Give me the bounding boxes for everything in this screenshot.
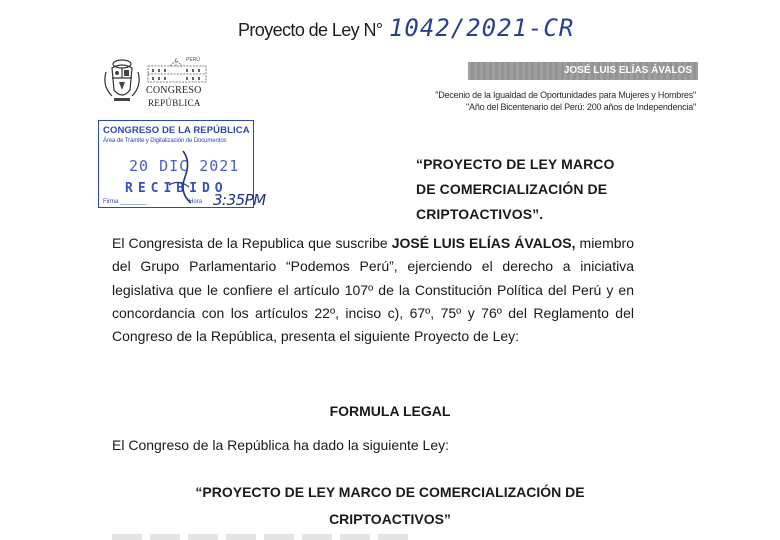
bill-number-header xyxy=(238,14,574,42)
law-title-line-1: “PROYECTO DE LEY MARCO DE COMERCIALIZACIÓN DE xyxy=(195,484,585,500)
logo-peru-text: PERÚ xyxy=(186,57,200,63)
law-intro-text: El Congreso de la República ha dado la siguiente Ley: xyxy=(112,437,450,453)
law-title xyxy=(0,479,780,533)
intro-text-before-name: El Congresista de la Republica que suscribe xyxy=(112,235,388,251)
stamp-hora-label: Hora xyxy=(189,199,203,205)
logo-line-1: CONGRESO xyxy=(146,85,202,96)
reception-stamp xyxy=(98,120,266,209)
stamp-received: RECIBIDO xyxy=(125,181,228,196)
cut-off-next-line xyxy=(112,534,412,540)
bill-title-line-1: “PROYECTO DE LEY MARCO xyxy=(416,156,615,172)
bill-title-line-2: DE COMERCIALIZACIÓN DE xyxy=(416,181,608,197)
logo-line-2: REPÚBLICA xyxy=(148,98,201,108)
intro-text-after-name: miembro del Grupo Parlamentario “Podemos Perú”, ejerciendo el derecho a iniciativa legislativa que le confiere el artículo 107º de la Constitución Política del Perú y en concordancia con los artículos 22º, inciso c), 67º, 75º y 76º del Reglamento del Congreso de la República, presenta el siguiente Proyecto de Ley: xyxy=(112,235,634,345)
bill-title-line-3: CRIPTOACTIVOS”. xyxy=(416,206,544,222)
signature-scribble-icon xyxy=(99,121,255,209)
bill-title-block xyxy=(416,152,666,227)
law-title-line-2: CRIPTOACTIVOS” xyxy=(329,511,451,527)
bill-label: Proyecto de Ley N° xyxy=(238,20,383,40)
stamp-department: Área de Trámite y Digitalización de Documentos xyxy=(103,138,227,144)
intro-paragraph xyxy=(112,232,634,348)
stamp-date: 20 DIC 2021 xyxy=(129,157,240,175)
author-name-banner: JOSÉ LUIS ELÍAS ÁVALOS xyxy=(468,62,698,80)
congressman-name: JOSÉ LUIS ELÍAS ÁVALOS, xyxy=(391,235,576,251)
decade-line-1: "Decenio de la Igualdad de Oportunidades para Mujeres y Hombres" xyxy=(435,90,696,100)
section-heading: FORMULA LEGAL xyxy=(329,403,451,419)
bill-number-handwritten: 1042/2021-CR xyxy=(388,14,575,42)
stamp-institution: CONGRESO DE LA REPÚBLICA xyxy=(103,125,250,136)
decade-line-2: "Año del Bicentenario del Perú: 200 años de Independencia" xyxy=(466,102,696,112)
stamp-time-handwritten: 3:35PM xyxy=(213,191,266,209)
stamp-firma-label: Firma ________ xyxy=(103,199,147,205)
congress-logo xyxy=(100,54,212,110)
